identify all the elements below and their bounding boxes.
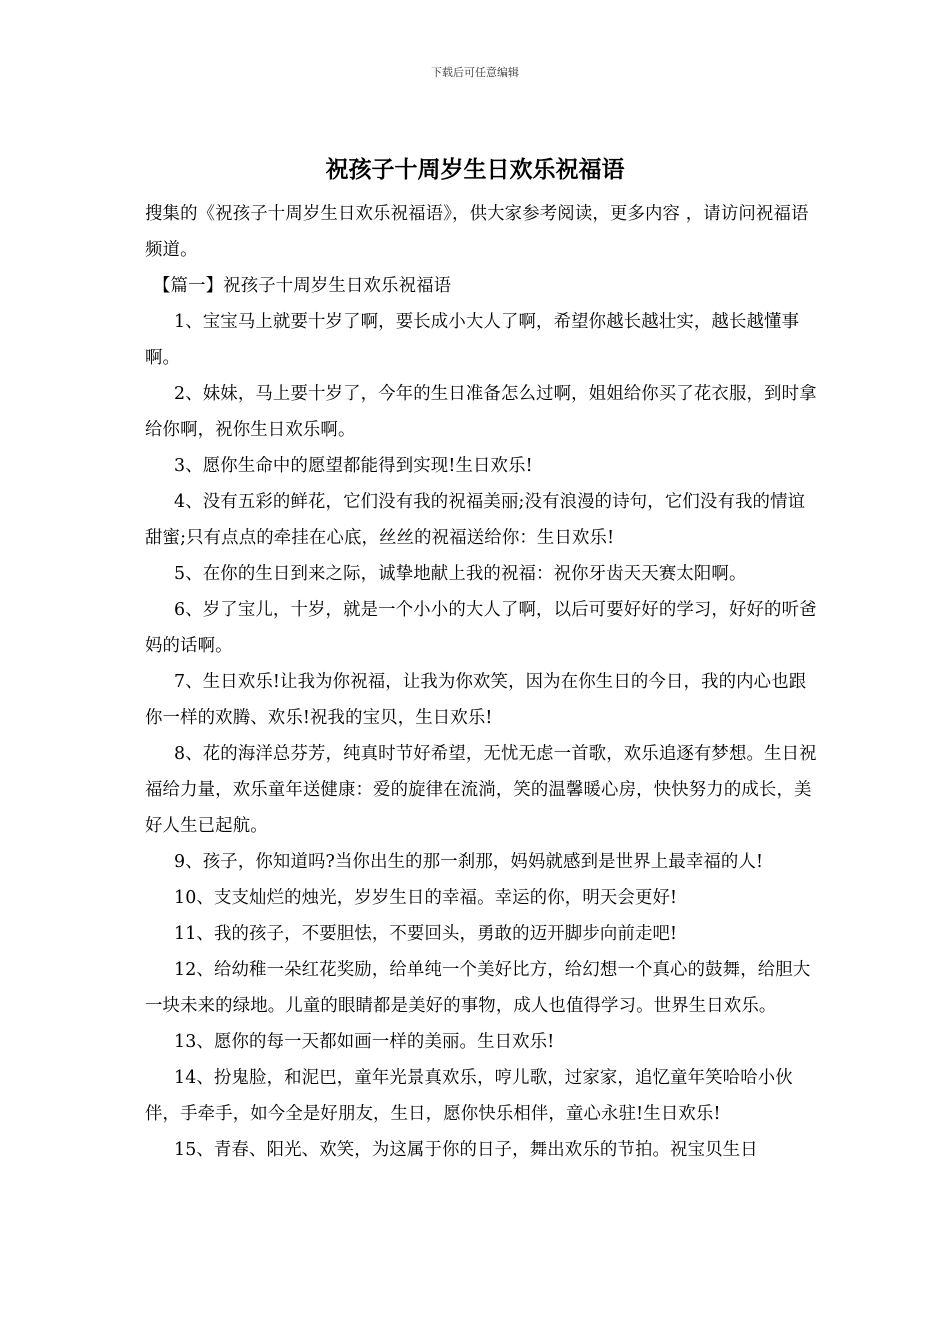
list-item: 15、青春、阳光、欢笑，为这属于你的日子，舞出欢乐的节拍。祝宝贝生日 [174,1140,758,1160]
document-body [145,196,820,1168]
list-item: 5、在你的生日到来之际，诚挚地献上我的祝福：祝你牙齿天天赛太阳啊。 [174,564,747,584]
document-title: 祝孩子十周岁生日欢乐祝福语 [325,156,625,183]
list-item: 14、扮鬼脸，和泥巴，童年光景真欢乐，哼儿歌，过家家，追忆童年笑哈哈小伙伴，手牵手，如今全是好朋友，生日，愿你快乐相伴，童心永驻!生日欢乐! [145,1068,793,1124]
list-item: 13、愿你的每一天都如画一样的美丽。生日欢乐! [174,1032,555,1052]
list-item: 4、没有五彩的鲜花，它们没有我的祝福美丽;没有浪漫的诗句，它们没有我的情谊甜蜜;只有点点的牵挂在心底，丝丝的祝福送给你：生日欢乐! [145,492,806,548]
list-item: 9、孩子，你知道吗?当你出生的那一刹那，妈妈就感到是世界上最幸福的人! [174,852,764,872]
list-item: 3、愿你生命中的愿望都能得到实现!生日欢乐! [174,456,533,476]
list-item: 2、妹妹，马上要十岁了，今年的生日准备怎么过啊，姐姐给你买了花衣服，到时拿给你啊，祝你生日欢乐啊。 [145,384,817,440]
list-item: 7、生日欢乐!让我为你祝福，让我为你欢笑，因为在你生日的今日，我的内心也跟你一样的欢腾、欢乐!祝我的宝贝，生日欢乐! [145,672,807,728]
list-item: 8、花的海洋总芬芳，纯真时节好希望，无忧无虑一首歌，欢乐追逐有梦想。生日祝福给力量，欢乐童年送健康：爱的旋律在流淌，笑的温馨暖心房，快快努力的成长，美好人生已起航。 [145,744,817,836]
list-item: 11、我的孩子，不要胆怯，不要回头，勇敢的迈开脚步向前走吧! [174,924,678,944]
list-item: 6、岁了宝儿，十岁，就是一个小小的大人了啊，以后可要好好的学习，好好的听爸妈的话啊。 [145,600,817,656]
intro-paragraph: 搜集的《祝孩子十周岁生日欢乐祝福语》，供大家参考阅读，更多内容 ，请访问祝福语频道。 [145,204,809,260]
header-note: 下载后可任意编辑 [431,66,519,79]
section-heading: 【篇一】祝孩子十周岁生日欢乐祝福语 [153,276,452,296]
list-item: 12、给幼稚一朵红花奖励，给单纯一个美好比方，给幻想一个真心的鼓舞，给胆大一块未来的绿地。儿童的眼睛都是美好的事物，成人也值得学习。世界生日欢乐。 [145,960,811,1016]
list-item: 1、宝宝马上就要十岁了啊，要长成小大人了啊，希望你越长越壮实，越长越懂事啊。 [145,312,800,368]
list-item: 10、支支灿烂的烛光，岁岁生日的幸福。幸运的你，明天会更好! [174,888,678,908]
